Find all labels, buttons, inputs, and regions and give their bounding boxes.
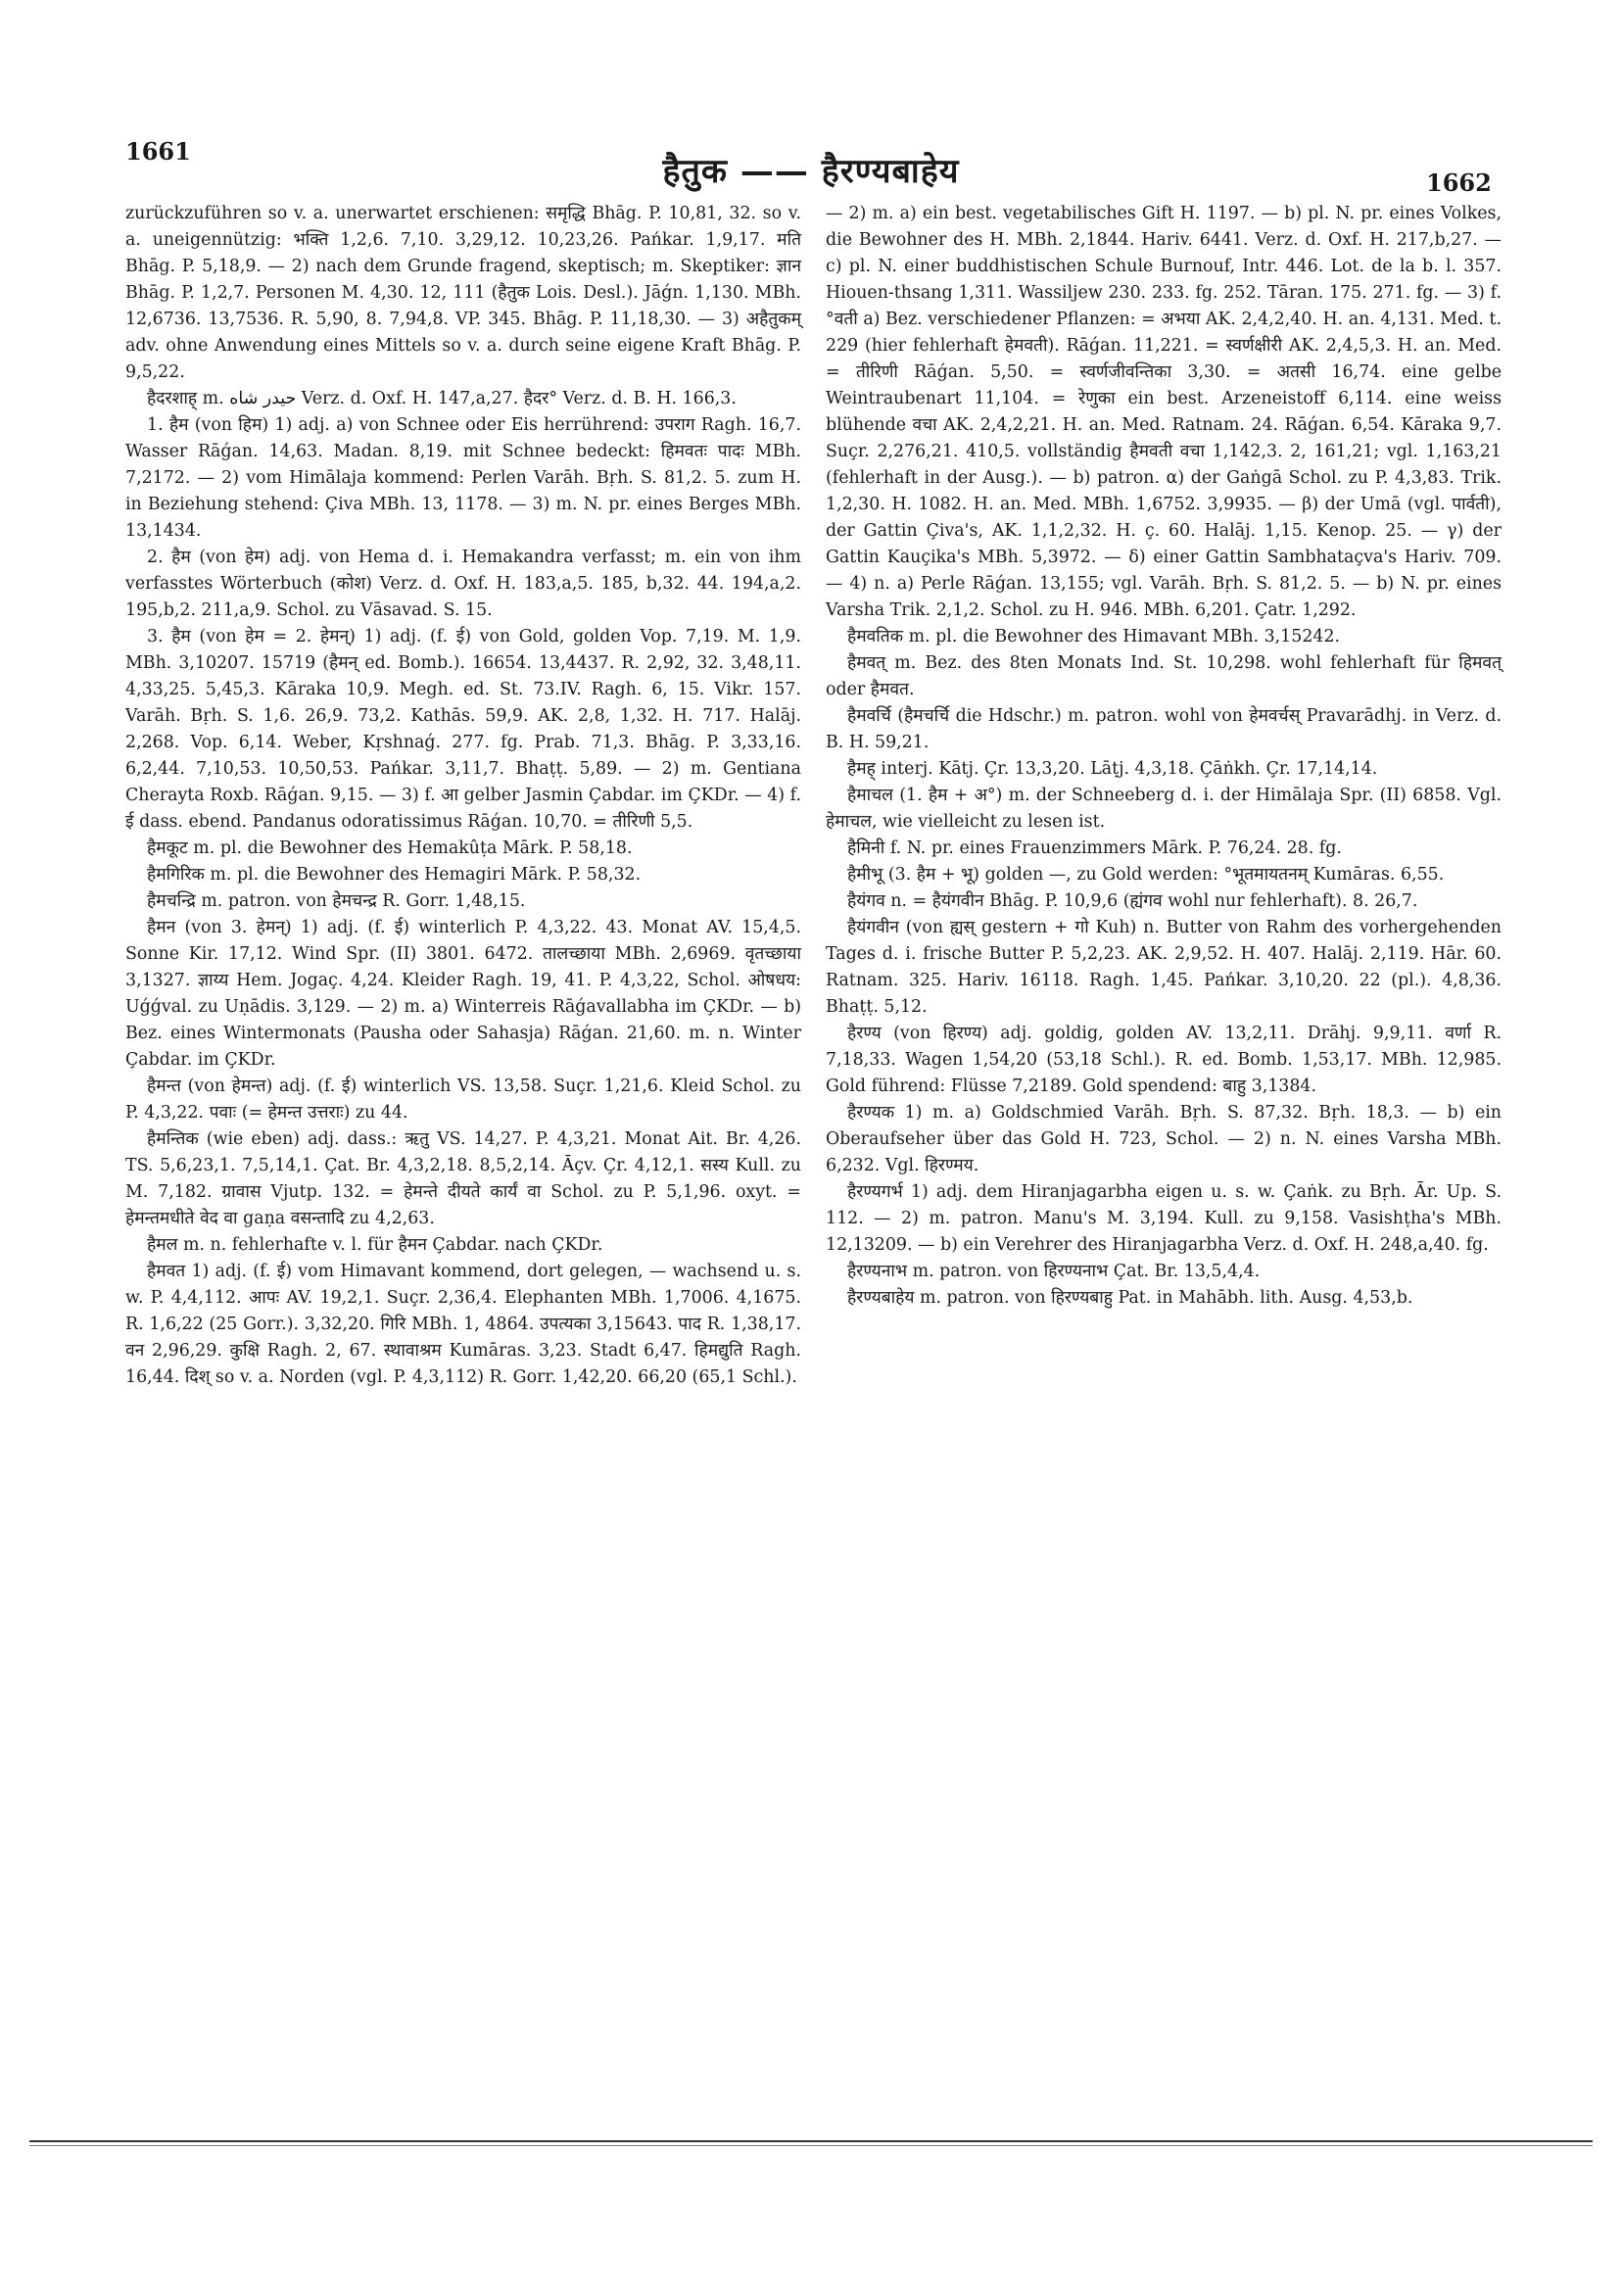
entry-paragraph: हैमिनी f. N. pr. eines Frauenzimmers Mārk. P. 76,24. 28. fg. bbox=[847, 838, 1342, 858]
entry-paragraph: 1. हैम (von हिम) 1) adj. a) von Schnee oder Eis herrührend: उपराग Ragh. 16,7. Wasser Rāǵan. 14,63. Madan. 8,19. mit Schnee bedeckt: हिमवतः पादः MBh. 7,2172. — 2) vom Himālaja kommend: Perlen Varāh. Bṛh. S. 81,2. 5. zum H. in Beziehung stehend: Çiva MBh. 13, 1178. — 3) m. N. pr. eines Berges MBh. 13,1434. bbox=[125, 415, 801, 541]
entry-paragraph: हैमन (von 3. हेमन्) 1) adj. (f. ई) winterlich P. 4,3,22. 43. Monat AV. 15,4,5. Sonne Kir. 17,12. Wind Spr. (II) 3801. 6472. तालच्छाया MBh. 2,6969. वृतच्छाया 3,1327. ज्ञाय्य Hem. Jogaç. 4,24. Kleider Ragh. 19, 41. P. 4,3,22, Schol. ओषधय: Uǵǵval. zu Uṇādis. 3,129. — 2) m. a) Winterreis Rāǵavallabha im ÇKDr. — b) Bez. eines Wintermonats (Pausha oder Sahasja) Rāǵan. 21,60. m. n. Winter Çabdar. im ÇKDr. bbox=[125, 918, 801, 1070]
entry-paragraph: हैमवतिक m. pl. die Bewohner des Himavant MBh. 3,15242. bbox=[847, 627, 1341, 646]
entry-paragraph: हैमीभू (3. हैम + भू) golden —, zu Gold werden: °भूतमायतनम् Kumāras. 6,55. bbox=[847, 865, 1445, 885]
entry-paragraph: हैमचन्द्रि m. patron. von हेमचन्द्र R. Gorr. 1,48,15. bbox=[147, 891, 526, 911]
entry-paragraph: हैमवत 1) adj. (f. ई) vom Himavant kommend, dort gelegen, — wachsend u. s. w. P. 4,4,112. आपः AV. 19,2,1. Suçr. 2,36,4. Elephanten MBh. 1,7006. 4,1675. R. 1,6,22 (25 Gorr.). 3,32,20. गिरि MBh. 1, 4864. उपत्यका 3,15643. पाद R. 1,38,17. वन 2,96,29. कुक्षि Ragh. 2, 67. स्थावाश्रम Kumāras. 3,23. Stadt 6,47. हिमद्युति Ragh. 16,44. दिश् so v. a. Norden (vgl. P. 4,3,112) R. Gorr. 1,42,20. 66,20 (65,1 Schl.). bbox=[125, 1262, 801, 1387]
entry-paragraph: हैरण्य (von हिरण्य) adj. goldig, golden AV. 13,2,11. Drāhj. 9,9,11. वर्णा R. 7,18,33. Wagen 1,54,20 (53,18 Schl.). R. ed. Bomb. 1,53,17. MBh. 12,985. Gold führend: Flüsse 7,2189. Gold spendend: बाहु 3,1384. bbox=[826, 1024, 1502, 1096]
entry-paragraph: हैरण्यक 1) m. a) Goldschmied Varāh. Bṛh. S. 87,32. Bṛh. 18,3. — b) ein Oberaufseher über das Gold H. 723, Schol. — 2) n. N. eines Varsha MBh. 6,232. Vgl. हिरण्मय. bbox=[826, 1103, 1502, 1175]
entry-paragraph: हैमवर्चि (हैमचर्चि die Hdschr.) m. patron. wohl von हेमवर्चस् Pravarādhj. in Verz. d. B. H. 59,21. bbox=[826, 706, 1502, 752]
bottom-rule bbox=[29, 2140, 1593, 2142]
page-number-left: 1661 bbox=[125, 137, 191, 166]
entry-paragraph: हैयंगव n. = हैयंगवीन Bhāg. P. 10,9,6 (ह्यंगव wohl nur fehlerhaft). 8. 26,7. bbox=[847, 891, 1418, 911]
entry-paragraph: — 2) m. a) ein best. vegetabilisches Gift H. 1197. — b) pl. N. pr. eines Volkes, die Bewohner des H. MBh. 2,1844. Hariv. 6441. Verz. d. Oxf. H. 217,b,27. — c) pl. N. einer buddhistischen Schule Burnouf, Intr. 446. Lot. de la b. l. 357. Hiouen-thsang 1,311. Wassiljew 230. 233. fg. 252. Tāran. 175. 271. fg. — 3) f. °वती a) Bez. verschiedener Pflanzen: = अभया AK. 2,4,2,40. H. an. 4,131. Med. t. 229 (hier fehlerhaft हेमवती). Rāǵan. 11,221. = स्वर्णक्षीरी AK. 2,4,5,3. H. an. Med. = तीरिणी Rāǵan. 5,50. = स्वर्णजीवन्तिका 3,30. = अतसी 16,74. eine gelbe Weintraubenart 11,104. = रेणुका ein best. Arzeneistoff 6,114. eine weiss blühende वचा AK. 2,4,2,21. H. an. Med. Ratnam. 24. Rāǵan. 6,54. Kāraka 9,7. Suçr. 2,276,21. 410,5. vollständig हैमवती वचा 1,142,3. 2, 161,21; vgl. 1,163,21 (fehlerhaft in der Ausg.). — b) patron. α) der Gaṅgā Schol. zu P. 4,3,83. Trik. 1,2,30. H. 1082. H. an. Med. MBh. 1,6752. 3,9935. — β) der Umā (vgl. पार्वती), der Gattin Çiva's, AK. 1,1,2,32. H. ç. 60. Halāj. 1,15. Kenop. 25. — γ) der Gattin Kauçika's MBh. 5,3972. — δ) einer Gattin Sambhataçva's Hariv. 709. — 4) n. a) Perle Rāǵan. 13,155; vgl. Varāh. Bṛh. S. 81,2. 5. — b) N. pr. eines Varsha Trik. 2,1,2. Schol. zu H. 946. MBh. 6,201. Çatr. 1,292. bbox=[826, 204, 1502, 620]
entry-paragraph: हैमाचल (1. हैम + अ°) m. der Schneeberg d. i. der Himālaja Spr. (II) 6858. Vgl. हेमाचल, wie vielleicht zu lesen ist. bbox=[826, 786, 1502, 832]
entry-paragraph: हैरण्यगर्भ 1) adj. dem Hiranjagarbha eigen u. s. w. Çaṅk. zu Bṛh. Ār. Up. S. 112. — 2) m. patron. Manu's M. 3,194. Kull. zu 9,158. Vasishṭha's MBh. 12,13209. — b) ein Verehrer des Hiranjagarbha Verz. d. Oxf. H. 248,a,40. fg. bbox=[826, 1182, 1502, 1255]
entry-paragraph: हैयंगवीन (von ह्यस् gestern + गो Kuh) n. Butter von Rahm des vorhergehenden Tages d. i. frische Butter P. 5,2,23. AK. 2,9,52. H. 407. Halāj. 2,119. Hār. 60. Ratnam. 325. Hariv. 16118. Ragh. 1,45. Pańkar. 3,10,20. 22 (pl.). 4,8,36. Bhaṭṭ. 5,12. bbox=[826, 918, 1502, 1017]
entry-paragraph: हैदरशाह् m. حیدر شاه Verz. d. Oxf. H. 147,a,27. हैदर° Verz. d. B. H. 166,3. bbox=[147, 389, 737, 408]
entry-paragraph: हैमगिरिक m. pl. die Bewohner des Hemagiri Mārk. P. 58,32. bbox=[147, 865, 642, 885]
right-column bbox=[826, 201, 1502, 1312]
entry-paragraph: zurückzuführen so v. a. unerwartet erschienen: समृद्धि Bhāg. P. 10,81, 32. so v. a. uneigennützig: भक्ति 1,2,6. 7,10. 3,29,12. 10,23,26. Pańkar. 1,9,17. मति Bhāg. P. 5,18,9. — 2) nach dem Grunde fragend, skeptisch; m. Skeptiker: ज्ञान Bhāg. P. 1,2,7. Personen M. 4,30. 12, 111 (हैतुक Lois. Desl.). Jāǵn. 1,130. MBh. 12,6736. 13,7536. R. 5,90, 8. 7,94,8. VP. 345. Bhāg. P. 11,18,30. — 3) अहैतुकम् adv. ohne Anwendung eines Mittels so v. a. durch seine eigene Kraft Bhāg. P. 9,5,22. bbox=[125, 204, 801, 382]
entry-paragraph: हैमकूट m. pl. die Bewohner des Hemakûṭa Mārk. P. 58,18. bbox=[147, 838, 633, 858]
entry-paragraph: हैरण्यबाहेय m. patron. von हिरण्यबाहु Pat. in Mahābh. lith. Ausg. 4,53,b. bbox=[847, 1288, 1413, 1308]
entry-paragraph: 3. हैम (von हेम = 2. हेमन्) 1) adj. (f. ई) von Gold, golden Vop. 7,19. M. 1,9. MBh. 3,10207. 15719 (हैमन् ed. Bomb.). 16654. 13,4437. R. 2,92, 32. 3,48,11. 4,33,25. 5,45,3. Kāraka 10,9. Megh. ed. St. 73.IV. Ragh. 6, 15. Vikr. 157. Varāh. Bṛh. S. 1,6. 26,9. 73,2. Kathās. 59,9. AK. 2,8, 1,32. H. 717. Halāj. 2,268. Vop. 6,14. Weber, Kṛshnaǵ. 277. fg. Prab. 71,3. Bhāg. P. 3,33,16. 6,2,44. 7,10,53. 10,50,53. Pańkar. 3,11,7. Bhaṭṭ. 5,89. — 2) m. Gentiana Cherayta Roxb. Rāǵan. 9,15. — 3) f. आ gelber Jasmin Çabdar. im ÇKDr. — 4) f. ई dass. ebend. Pandanus odoratissimus Rāǵan. 10,70. = तीरिणी 5,5. bbox=[125, 627, 801, 832]
running-head: हैतुक —— हैरण्यबाहेय bbox=[662, 152, 960, 191]
entry-paragraph: हैमह् interj. Kātj. Çr. 13,3,20. Lāṭj. 4,3,18. Çāṅkh. Çr. 17,14,14. bbox=[847, 759, 1378, 779]
bottom-rule-thin bbox=[29, 2145, 1593, 2146]
entry-paragraph: हैरण्यनाभ m. patron. von हिरण्यनाभ Çat. Br. 13,5,4,4. bbox=[847, 1262, 1261, 1281]
entry-paragraph: हैमन्त (von हेमन्त) adj. (f. ई) winterlich VS. 13,58. Suçr. 1,21,6. Kleid Schol. zu P. 4,3,22. पवाः (= हेमन्त उत्तराः) zu 44. bbox=[125, 1076, 801, 1123]
page-number-right: 1662 bbox=[1426, 168, 1492, 197]
left-column bbox=[125, 201, 801, 1391]
entry-paragraph: हैमल m. n. fehlerhafte v. l. für हैमन Çabdar. nach ÇKDr. bbox=[147, 1235, 603, 1255]
entry-paragraph: 2. हैम (von हेम) adj. von Hema d. i. Hemakandra verfasst; m. ein von ihm verfasstes Wörterbuch (कोश) Verz. d. Oxf. H. 183,a,5. 185, b,32. 44. 194,a,2. 195,b,2. 211,a,9. Schol. zu Vāsavad. S. 15. bbox=[125, 548, 801, 620]
entry-paragraph: हैमन्तिक (wie eben) adj. dass.: ऋतु VS. 14,27. P. 4,3,21. Monat Ait. Br. 4,26. TS. 5,6,23,1. 7,5,14,1. Çat. Br. 4,3,2,18. 8,5,2,14. Āçv. Çr. 4,12,1. सस्य Kull. zu M. 7,182. ग्रावास Vjutp. 132. = हेमन्ते दीयते कार्यं वा Schol. zu P. 5,1,96. oxyt. = हेमन्तमधीते वेद वा gaṇa वसन्तादि zu 4,2,63. bbox=[125, 1129, 801, 1228]
entry-paragraph: हैमवत् m. Bez. des 8ten Monats Ind. St. 10,298. wohl fehlerhaft für हिमवत् oder हैमवत. bbox=[826, 653, 1502, 699]
